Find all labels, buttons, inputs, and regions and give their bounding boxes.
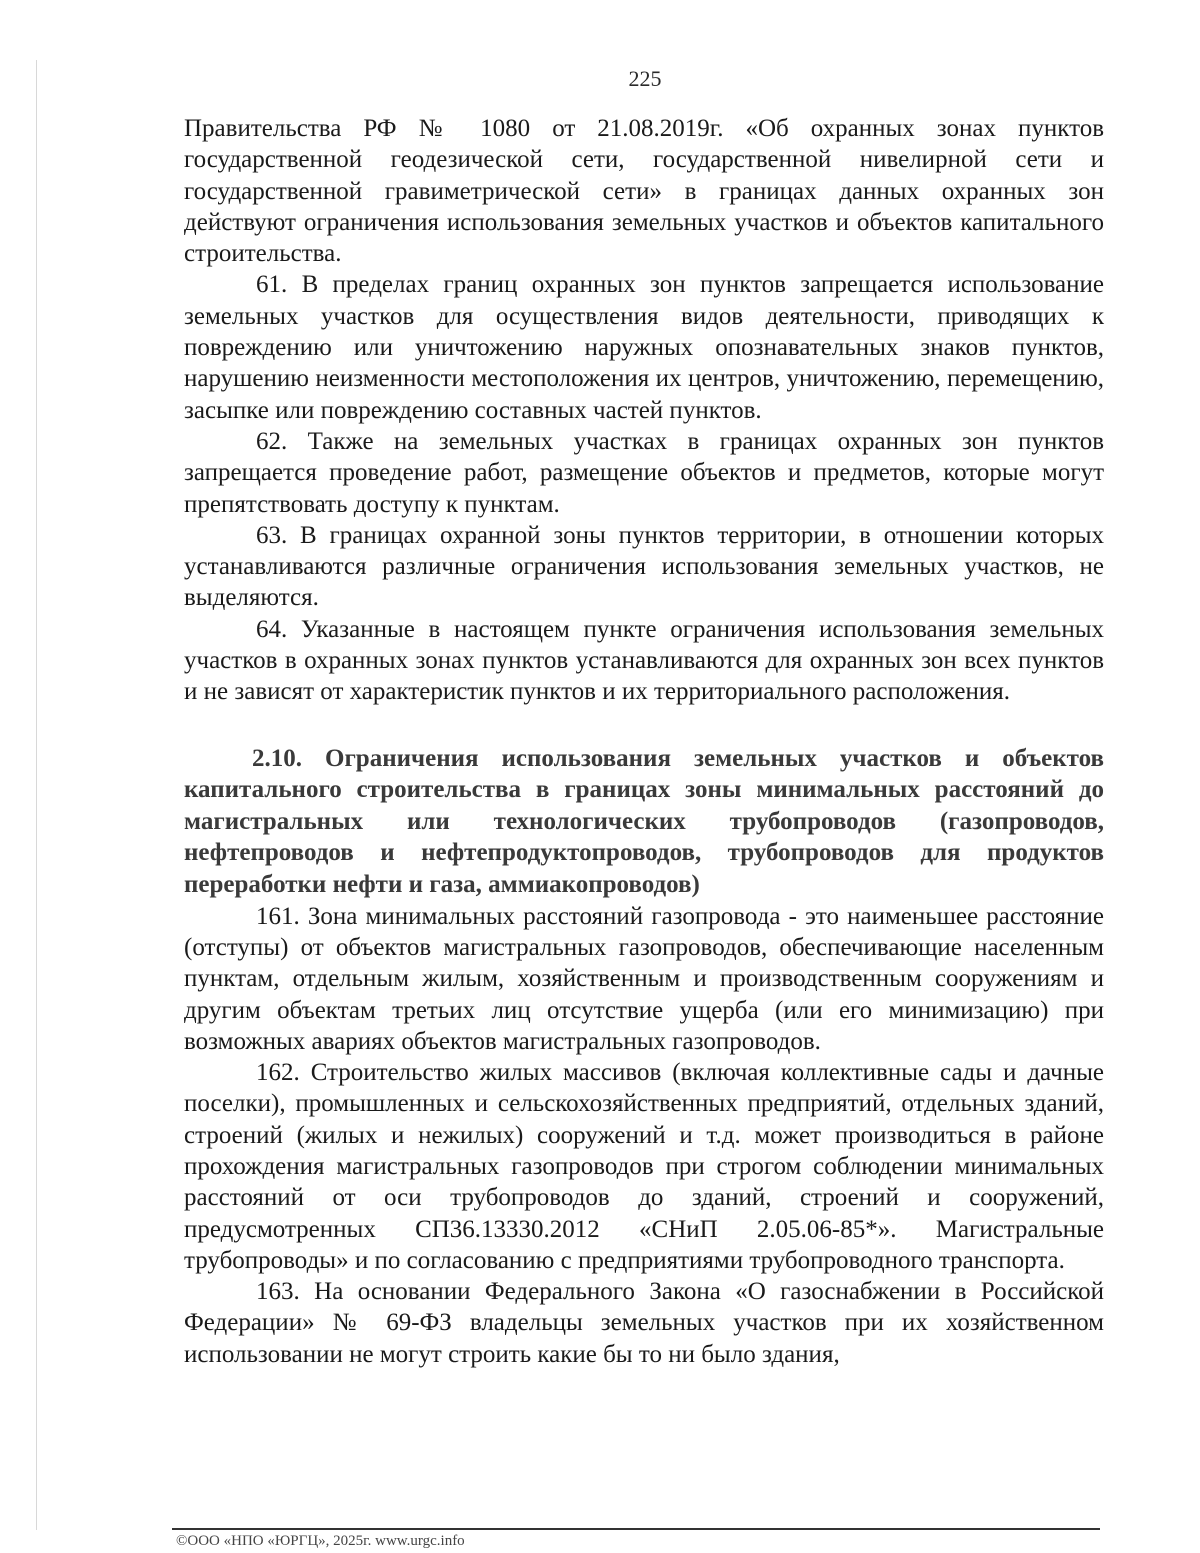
section-heading-2-10: 2.10. Ограничения использования земельных участков и объектов капитального строительства в границах зоны минимальных расстояний до магистральных или технологических трубопроводов (газопроводов, нефтепроводов и нефтепродуктопроводов, трубопроводов для продуктов переработки нефти и газа, аммиакопроводов)	[184, 744, 1104, 899]
document-body	[184, 113, 1104, 1370]
paragraph-continuation: Правительства РФ № 1080 от 21.08.2019г. «Об охранных зонах пунктов государственной геодезической сети, государственной нивелирной сети и государственной гравиметрической сети» в границах данных охранных зон действуют ограничения использования земельных участков и объектов капитального строительства.	[184, 115, 1104, 268]
footer-divider	[172, 1528, 1100, 1530]
page-number: 225	[628, 66, 662, 91]
paragraph-162: 162. Строительство жилых массивов (включая коллективные сады и дачные поселки), промышленных и сельскохозяйственных предприятий, отдельных зданий, строений (жилых и нежилых) сооружений и т.д. может производиться в районе прохождения магистральных газопроводов при строгом соблюдении минимальных расстояний от оси трубопроводов до зданий, строений и сооружений, предусмотренных СП36.13330.2012 «СНиП 2.05.06-85*». Магистральные трубопроводы» и по согласованию с предприятиями трубопроводного транспорта.	[184, 1059, 1104, 1274]
paragraph-163: 163. На основании Федерального Закона «О газоснабжении в Российской Федерации» № 69-ФЗ владельцы земельных участков при их хозяйственном использовании не могут строить какие бы то ни было здания,	[184, 1278, 1104, 1368]
scan-edge-line	[36, 60, 37, 1530]
paragraph-64: 64. Указанные в настоящем пункте ограничения использования земельных участков в охранных зонах пунктов устанавливаются для охранных зон всех пунктов и не зависят от характеристик пунктов и их территориального расположения.	[184, 615, 1104, 706]
section-spacer	[184, 708, 1104, 743]
paragraph-61: 61. В пределах границ охранных зон пунктов запрещается использование земельных участков для осуществления видов деятельности, приводящих к повреждению или уничтожению наружных опознавательных знаков пунктов, нарушению неизменности местоположения их центров, уничтожению, перемещению, засыпке или повреждению составных частей пунктов.	[184, 271, 1104, 424]
paragraph-161: 161. Зона минимальных расстояний газопровода - это наименьшее расстояние (отступы) от объектов магистральных газопроводов, обеспечивающие населенным пунктам, отдельным жилым, хозяйственным и производственным сооружениям и другим объектам третьих лиц отсутствие ущерба (или его минимизацию) при возможных авариях объектов магистральных газопроводов.	[184, 902, 1104, 1055]
paragraph-63: 63. В границах охранной зоны пунктов территории, в отношении которых устанавливаются различные ограничения использования земельных участков, не выделяются.	[184, 521, 1104, 612]
paragraph-62: 62. Также на земельных участках в границах охранных зон пунктов запрещается проведение работ, размещение объектов и предметов, которые могут препятствовать доступу к пунктам.	[184, 427, 1104, 518]
footer-copyright: ©ООО «НПО «ЮРГЦ», 2025г. www.urgc.info	[176, 1533, 465, 1549]
